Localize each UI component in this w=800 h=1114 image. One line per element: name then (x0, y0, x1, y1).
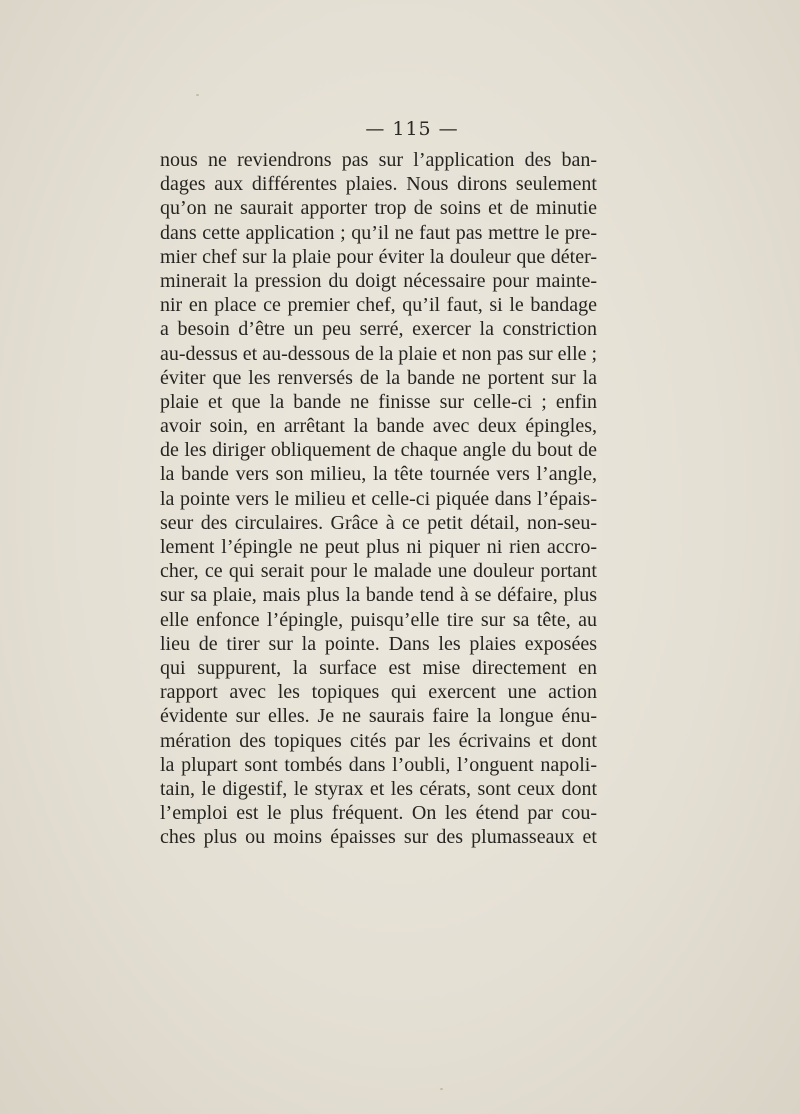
text-line: mier chef sur la plaie pour éviter la douleur que déter- (160, 245, 597, 268)
text-line: éviter que les renversés de la bande ne portent sur la (160, 366, 597, 389)
text-line: ches plus ou moins épaisses sur des plumasseaux et (160, 826, 597, 849)
text-line: cher, ce qui serait pour le malade une douleur portant (160, 560, 597, 583)
text-line: seur des circulaires. Grâce à ce petit détail, non-seu- (160, 511, 597, 534)
text-line: lement l’épingle ne peut plus ni piquer ni rien accro- (160, 536, 597, 558)
text-line: elle enfonce l’épingle, puisqu’elle tire sur sa tête, au (160, 608, 597, 631)
text-line: de les diriger obliquement de chaque angle du bout de (160, 439, 597, 462)
text-line: dans cette application ; qu’il ne faut pas mettre le pre- (160, 221, 597, 244)
text-line: tain, le digestif, le styrax et les cérats, sont ceux dont (160, 777, 597, 800)
text-line: dages aux différentes plaies. Nous dirons seulement (160, 173, 597, 196)
text-line: qu’on ne saurait apporter trop de soins et de minutie (160, 197, 597, 220)
text-line: plaie et que la bande ne finisse sur celle-ci ; enfin (160, 390, 597, 413)
text-line: rapport avec les topiques qui exercent une action (160, 681, 597, 704)
text-line: la plupart sont tombés dans l’oubli, l’onguent napoli- (160, 753, 597, 776)
text-line: évidente sur elles. Je ne saurais faire la longue énu- (160, 705, 597, 728)
text-line: sur sa plaie, mais plus la bande tend à se défaire, plus (160, 584, 597, 607)
text-line: l’emploi est le plus fréquent. On les étend par cou- (160, 802, 597, 825)
text-line: minerait la pression du doigt nécessaire pour mainte- (160, 269, 597, 292)
text-line: a besoin d’être un peu serré, exercer la constriction (160, 318, 597, 341)
text-line: qui suppurent, la surface est mise directement en (160, 656, 597, 679)
paper-speck (440, 1088, 443, 1090)
page-number: — 115 — (365, 118, 459, 140)
text-line: au-dessus et au-dessous de la plaie et non pas sur elle ; (160, 342, 598, 365)
text-line: avoir soin, en arrêtant la bande avec deux épingles, (160, 415, 597, 438)
paper-speck (196, 94, 199, 96)
text-line: la pointe vers le milieu et celle-ci piquée dans l’épais- (160, 487, 597, 510)
body-text (160, 148, 597, 849)
text-line: lieu de tirer sur la pointe. Dans les plaies exposées (160, 632, 597, 655)
text-line: la bande vers son milieu, la tête tournée vers l’angle, (160, 463, 597, 486)
text-line: mération des topiques cités par les écrivains et dont (160, 729, 597, 752)
text-line: nous ne reviendrons pas sur l’application des ban- (160, 149, 597, 171)
text-line: nir en place ce premier chef, qu’il faut, si le bandage (160, 294, 597, 317)
